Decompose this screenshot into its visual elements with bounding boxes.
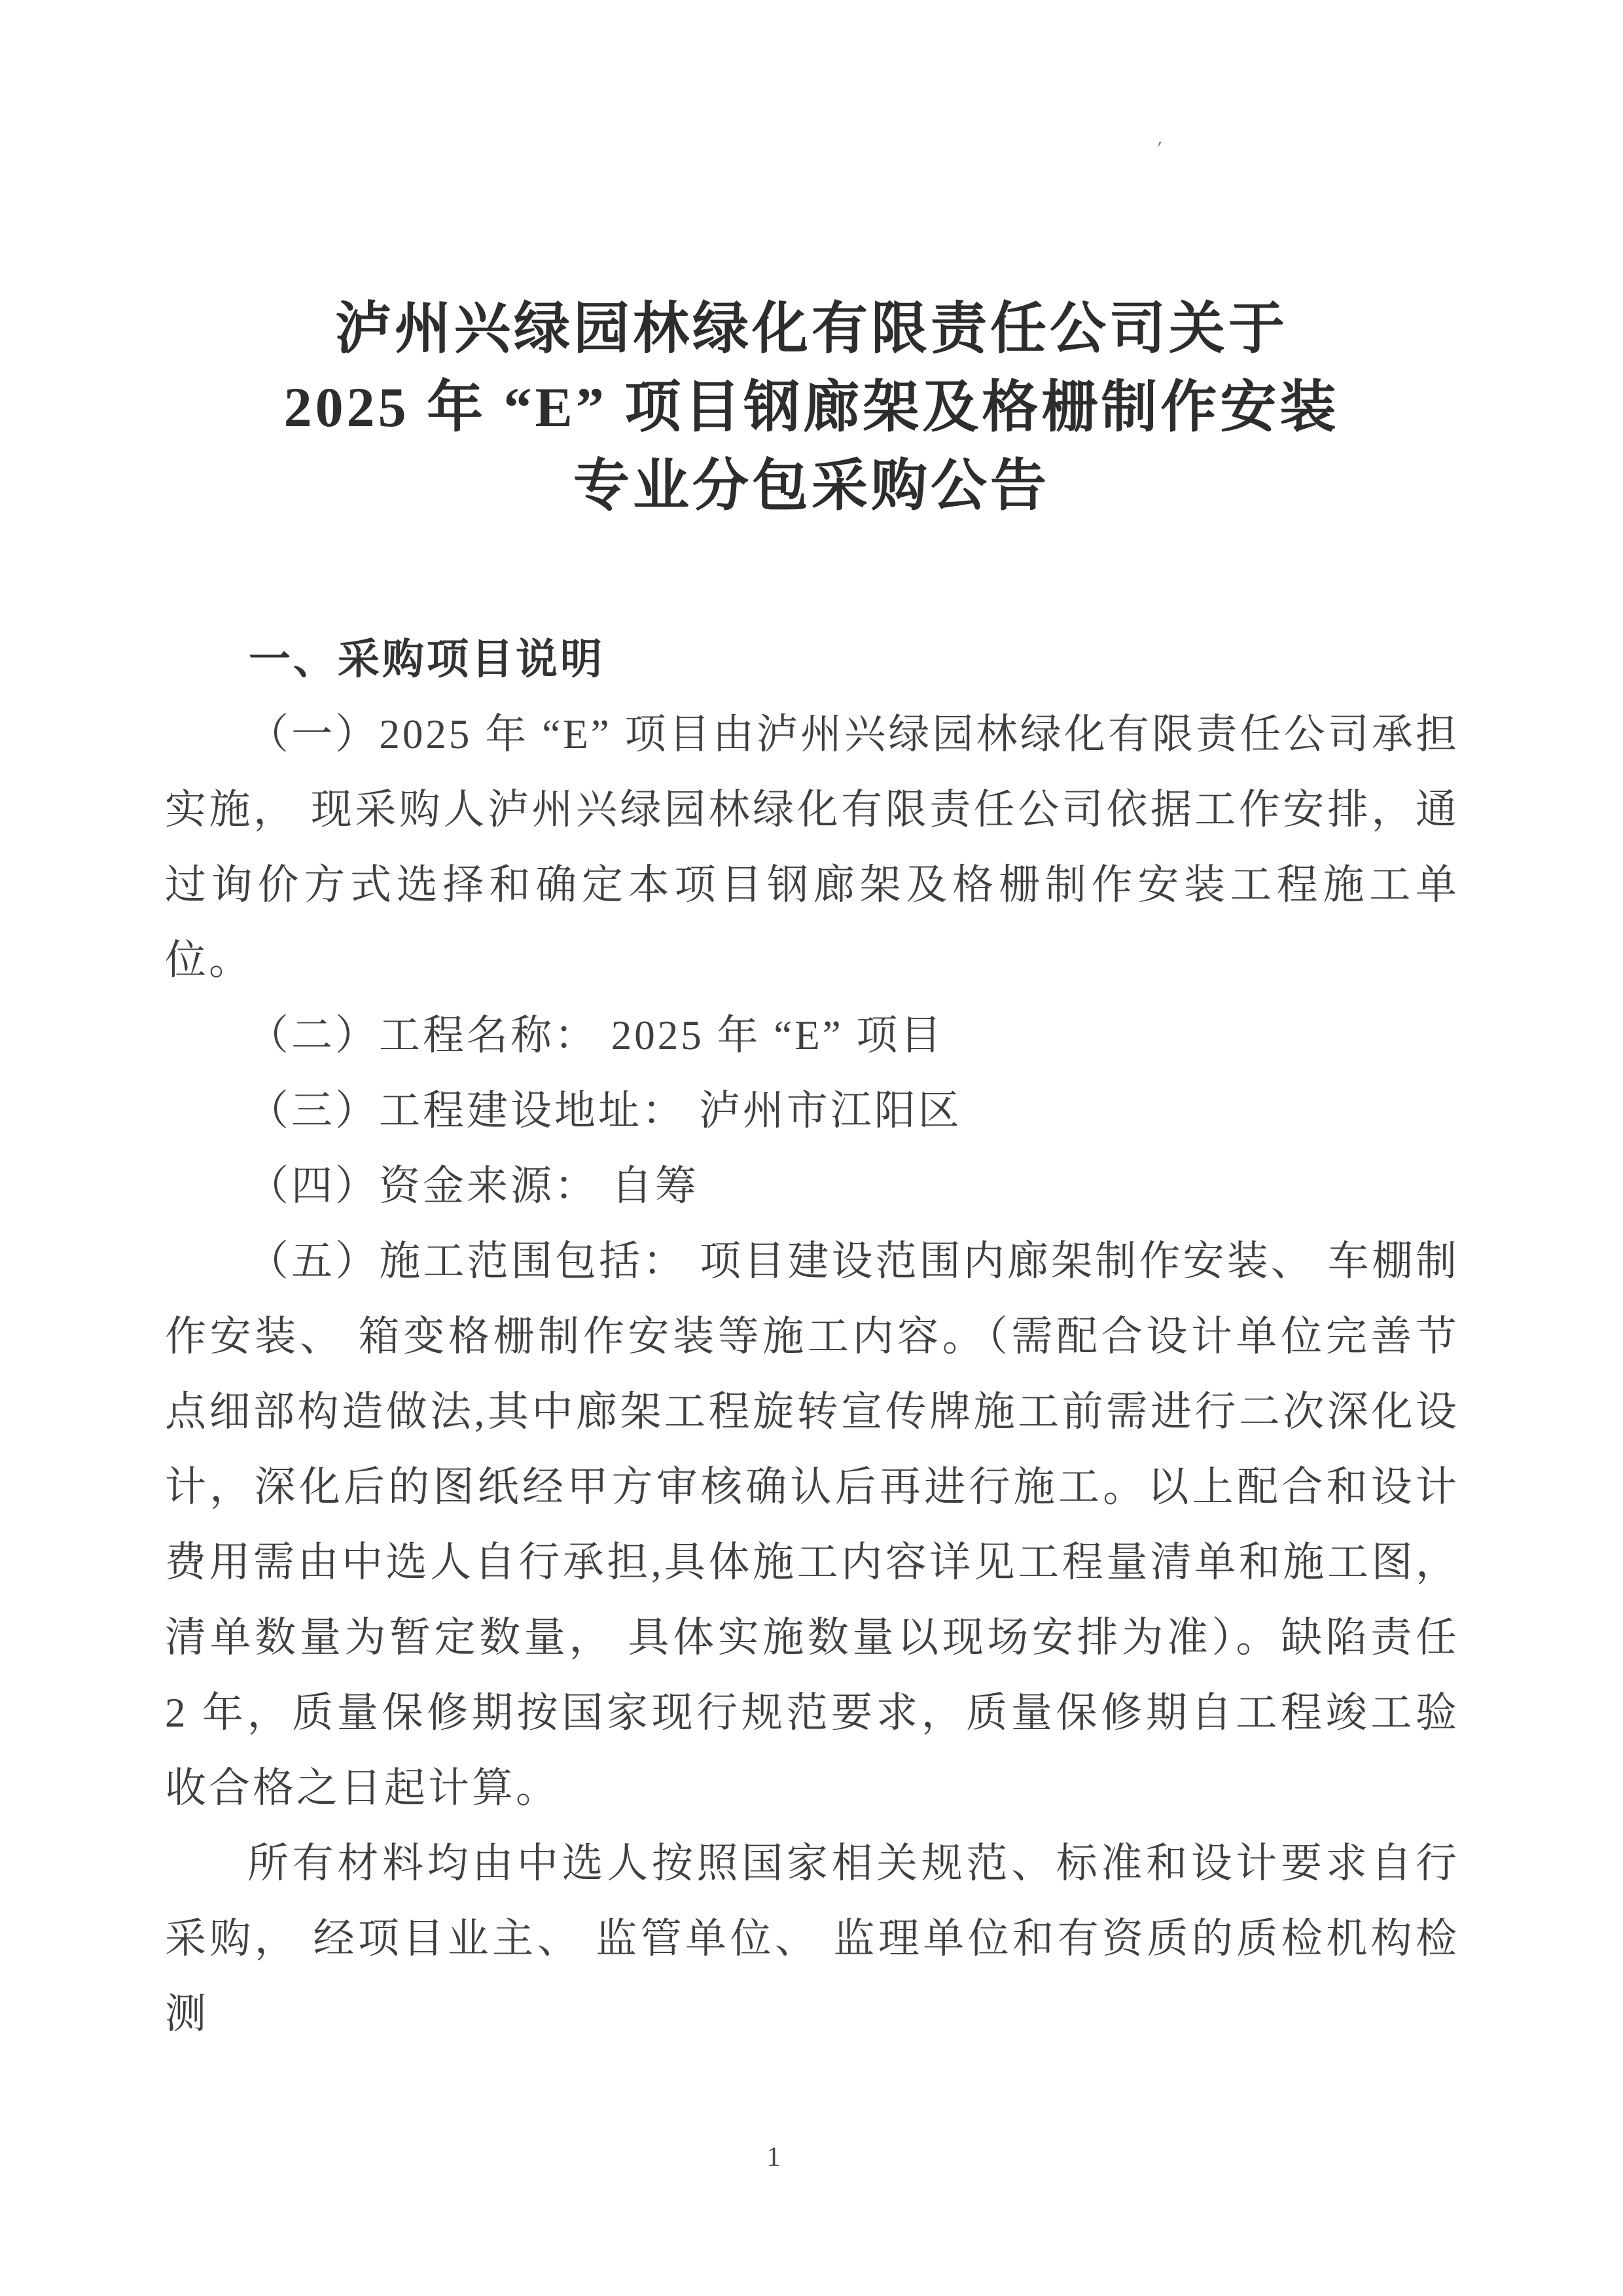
- paragraph-item-5-construction-scope: （五）施工范围包括： 项目建设范围内廊架制作安装、 车棚制作安装、 箱变格栅制作安装等施工内容。（需配合设计单位完善节点细部构造做法,其中廊架工程旋转宣传牌施工前需进行二次深化设计，深化后的图纸经甲方审核确认后再进行施工。以上配合和设计费用需由中选人自行承担,具体施工内容详见工程量清单和施工图， 清单数量为暂定数量， 具体实施数量以现场安排为准）。缺陷责任 2 年，质量保修期按国家现行规范要求，质量保修期自工程竣工验收合格之日起计算。: [165, 1238, 1459, 1811]
- title-line-1: 泸州兴绿园林绿化有限责任公司关于: [335, 297, 1288, 360]
- section-heading-procurement-description: 一、采购项目说明: [249, 636, 605, 683]
- paragraph-materials-requirement: 所有材料均由中选人按照国家相关规范、标准和设计要求自行采购， 经项目业主、 监管单位、 监理单位和有资质的质检机构检测: [165, 1840, 1459, 2037]
- paragraph-item-3-project-address: （三）工程建设地址： 泸州市江阳区: [247, 1088, 962, 1134]
- document-body: [165, 622, 1459, 2052]
- title-line-3: 专业分包采购公告: [573, 454, 1050, 517]
- paragraph-item-2-project-name: （二）工程名称： 2025 年 “E” 项目: [247, 1013, 944, 1058]
- page-number: 1: [766, 2142, 781, 2172]
- document-title: [0, 289, 1623, 525]
- paragraph-item-4-funding-source: （四）资金来源： 自筹: [247, 1163, 699, 1209]
- paragraph-item-1: （一）2025 年 “E” 项目由泸州兴绿园林绿化有限责任公司承担实施， 现采购人泸州兴绿园林绿化有限责任公司依据工作安排，通过询价方式选择和确定本项目钢廊架及格栅制作安装工程施工单位。: [165, 711, 1459, 983]
- title-line-2: 2025 年 “E” 项目钢廊架及格栅制作安装: [283, 376, 1340, 439]
- scan-artifact-mark: ʹ: [1155, 137, 1163, 160]
